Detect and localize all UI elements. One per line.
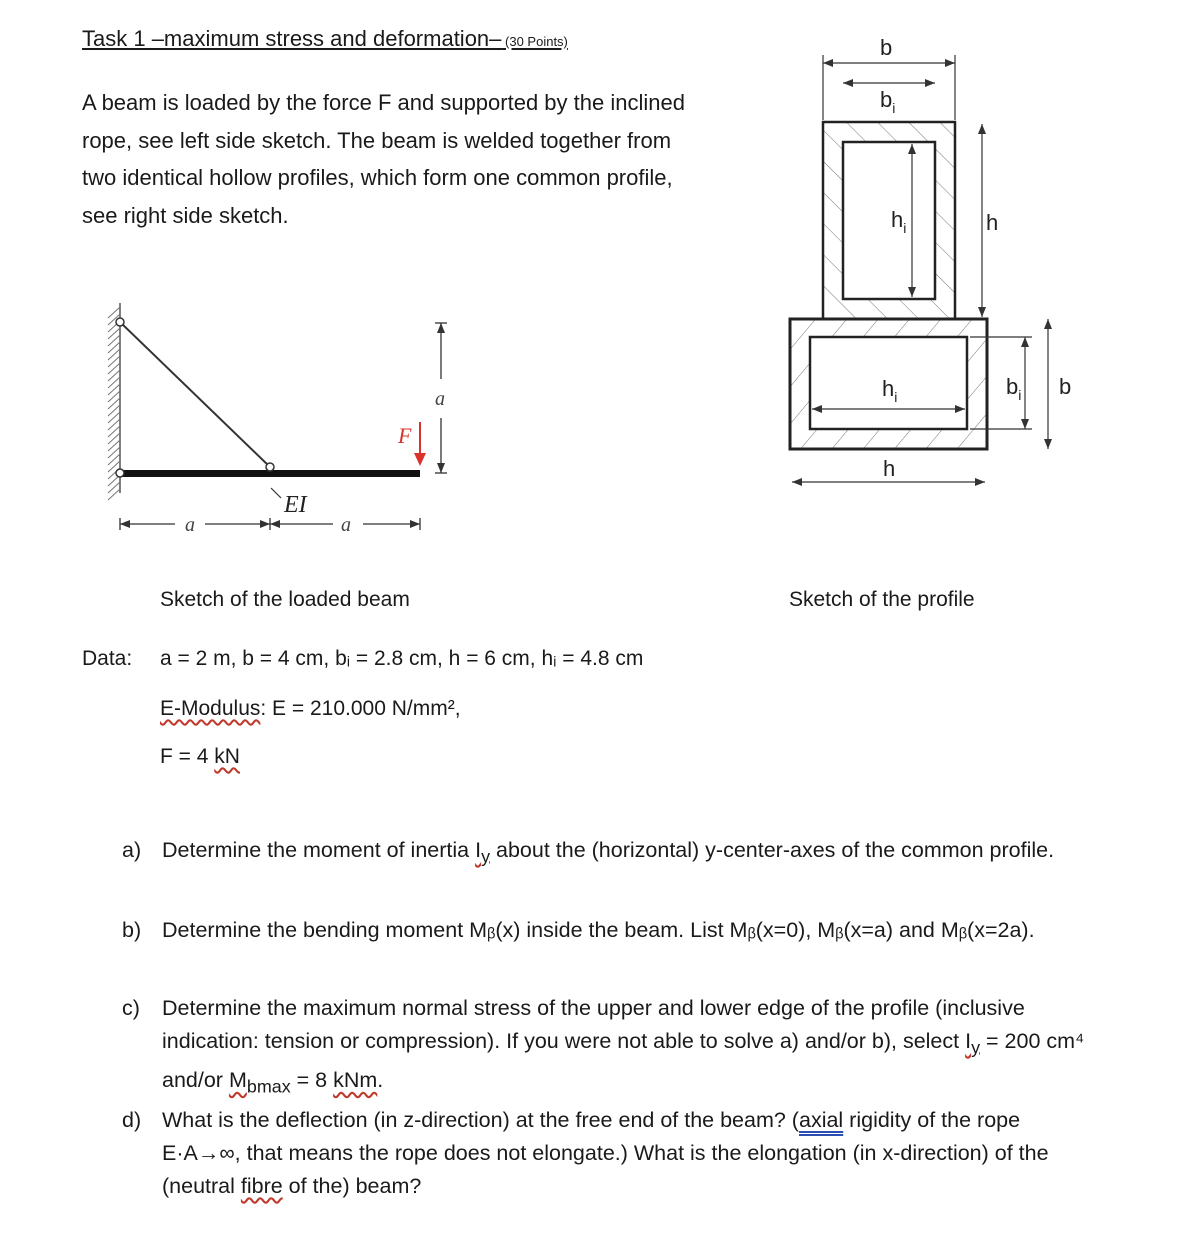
question-label: d) [122, 1108, 142, 1132]
intro-paragraph [82, 84, 772, 234]
question-label: c) [122, 996, 140, 1020]
rope [120, 322, 270, 467]
dim-b-top: b [880, 35, 893, 60]
wall-hatch-line [108, 363, 120, 374]
question-text-part: = 8 [290, 1068, 334, 1093]
dim-a-left: a [185, 514, 195, 536]
question-text [162, 834, 1102, 873]
force-unit: kN [214, 745, 240, 768]
data-line-force [160, 745, 240, 769]
intro-line: rope, see left side sketch. The beam is welded together from [82, 127, 672, 153]
question-c [122, 992, 1102, 1097]
dim-hi-upper-sub: i [903, 220, 907, 236]
intro-line: A beam is loaded by the force F and supported by the inclined [82, 90, 685, 115]
question-a [122, 834, 1102, 902]
force-label: F [398, 423, 412, 448]
question-text-part: Determine the moment of inertia [162, 838, 476, 862]
wall-hatch-line [108, 384, 120, 395]
dim-hi-lower-main: h [882, 376, 895, 401]
axial-word: axial [798, 1108, 844, 1132]
dim-b-lower: b [1059, 374, 1072, 399]
wall-hatch-line [108, 482, 120, 493]
dim-bi-lower-sub: i [1018, 387, 1022, 403]
iy-symbol [475, 838, 491, 867]
wall-hatch-line [108, 454, 120, 465]
question-label: b) [122, 918, 142, 942]
beam-caption: Sketch of the loaded beam [160, 588, 410, 611]
wall-hatch-line [108, 356, 120, 367]
profile-sketch [780, 25, 1090, 495]
intro-line: see right side sketch. [82, 202, 289, 228]
wall-hatch-line [108, 370, 120, 381]
wall-hatch-line [108, 391, 120, 402]
wall-hatch-line [108, 447, 120, 458]
iy-sub: y [481, 846, 491, 867]
question-text-part: = 200 cm⁴ and/or [162, 1029, 1085, 1093]
iy-main: I [965, 1029, 972, 1053]
question-text-part: rigidity of the rope E·A→∞, that means the rope does not elongate.) What is the elongation (in x-direction) of the (neutral [162, 1108, 1049, 1198]
wall-hatch-line [108, 328, 120, 339]
fibre-word: fibre [240, 1174, 283, 1198]
question-b [122, 914, 1102, 982]
m-main: M [228, 1068, 247, 1093]
question-text-part: about the (horizontal) y-center-axes of the common profile. [490, 838, 1055, 862]
iy-main: I [475, 838, 482, 862]
mbmax-symbol [228, 1068, 291, 1097]
data-label: Data: [82, 647, 133, 670]
dim-hi-lower-sub: i [894, 389, 898, 405]
m-sub: bmax [246, 1076, 291, 1097]
wall-hatch-line [108, 405, 120, 416]
wall-hatch-line [108, 426, 120, 437]
dim-a-right: a [341, 514, 351, 536]
wall-hatch-line [108, 412, 120, 423]
beam-sketch [95, 295, 475, 545]
dim-h-lower: h [883, 456, 896, 481]
question-text: Determine the bending moment Mᵦ(x) inside the beam. List Mᵦ(x=0), Mᵦ(x=a) and Mᵦ(x=2a). [162, 918, 1035, 942]
task-title [82, 26, 568, 52]
dim-hi-upper-main: h [891, 207, 904, 232]
wall-hatch-line [108, 398, 120, 409]
intro-line: two identical hollow profiles, which form one common profile, [82, 165, 673, 190]
wall-hatch-line [108, 489, 120, 500]
wall-hatch-line [108, 342, 120, 353]
wall-hatch-line [108, 307, 120, 318]
profile-caption: Sketch of the profile [789, 588, 975, 611]
task-title-text: Task 1 –maximum stress and deformation– [82, 26, 502, 51]
rope-joint [266, 463, 274, 471]
dim-bi-top-sub: i [892, 100, 896, 116]
dim-h-upper: h [986, 210, 999, 235]
dim-a-vertical: a [435, 388, 445, 410]
wall-joint-top [116, 318, 124, 326]
dim-bi-top-main: b [880, 87, 893, 112]
unit-knm: kNm [333, 1068, 378, 1093]
wall-hatch-line [108, 349, 120, 360]
data-line-emod [160, 697, 461, 721]
question-text-part: Determine the maximum normal stress of the upper and lower edge of the profile (inclusive indication: tension or compression). If you were not able to solve a) and/or b), select [162, 996, 1025, 1053]
data-line-1: a = 2 m, b = 4 cm, bᵢ = 2.8 cm, h = 6 cm, hᵢ = 4.8 cm [160, 647, 644, 670]
emod-label: E-Modulus [160, 697, 261, 720]
question-d [122, 1104, 1102, 1204]
ei-label: EI [284, 492, 307, 518]
wall-joint-bottom [116, 469, 124, 477]
question-text [162, 1104, 1102, 1203]
wall-hatch-line [108, 377, 120, 388]
wall-hatch-line [108, 335, 120, 346]
question-text [162, 992, 1102, 1104]
force-value: F = 4 [160, 745, 215, 768]
force-arrow [414, 422, 426, 466]
task-points: (30 Points) [501, 34, 568, 49]
question-text-part: . [377, 1068, 384, 1093]
iy-sub: y [971, 1037, 981, 1058]
dim-bi-lower-main: b [1006, 374, 1019, 399]
wall-hatch-line [108, 433, 120, 444]
question-text-part: What is the deflection (in z-direction) at the free end of the beam? ( [162, 1108, 799, 1132]
iy-symbol [965, 1029, 981, 1058]
wall-hatch-line [108, 440, 120, 451]
emod-value: : E = 210.000 N/mm², [260, 697, 461, 720]
question-text-part: of the) beam? [282, 1174, 422, 1198]
question-label: a) [122, 838, 142, 862]
dim-bi-top [880, 87, 895, 116]
wall-hatch-line [108, 419, 120, 430]
